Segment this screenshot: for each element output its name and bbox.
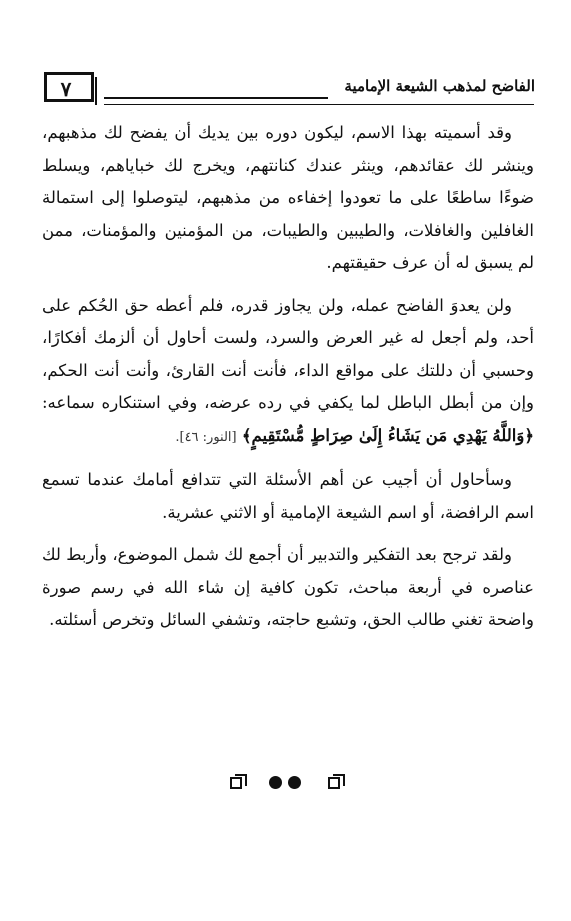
header-rule-upper bbox=[104, 97, 328, 99]
section-ornament bbox=[230, 776, 340, 789]
body-text bbox=[42, 117, 534, 647]
running-title: الفاضح لمذهب الشيعة الإمامية bbox=[344, 77, 535, 95]
header-rule-lower bbox=[104, 104, 534, 105]
quran-quote: ﴿وَاللَّهُ يَهْدِي مَن يَشَاءُ إِلَىٰ صِرَاطٍ مُّسْتَقِيمٍ﴾ bbox=[241, 425, 534, 445]
paragraph: وقد أسميته بهذا الاسم، ليكون دوره بين يديك أن يفضح لك مذهبهم، وينشر لك عقائدهم، وينثر عندك كنانتهم، ويخرج لك خباياهم، ويسلط ضوءًا ساطعًا على ما تعودوا إخفاءه من مذهبهم، ليتوصلوا إلى استمالة الغافلين والغافلات، والطيبين والطيبات، من المؤمنين والمؤمنات، ممن لم يسبق له أن عرف حقيقتهم. bbox=[42, 123, 534, 272]
paragraph-with-quote bbox=[42, 290, 534, 455]
page-box-edge bbox=[95, 77, 101, 105]
quran-reference: [النور: ٤٦]. bbox=[175, 429, 237, 445]
square-ornament-icon bbox=[230, 777, 242, 789]
dots-ornament bbox=[269, 776, 301, 789]
paragraph: وسأحاول أن أجيب عن أهم الأسئلة التي تتدافع أمامك عندما تسمع اسم الرافضة، أو اسم الشيعة الإمامية أو الاثني عشرية. bbox=[42, 470, 534, 522]
dot-icon bbox=[288, 776, 301, 789]
paragraph-text: ولن يعدوَ الفاضح عمله، ولن يجاوز قدره، فلم أعطه حق الحُكم على أحد، ولم أجعل له غير العرض والسرد، ولست أحاول أن ألزمك أفكارًا، وحسبي أن دللتك على مواقع الداء، فأنت أنت القارئ، وأنت أنت الحكم، وإن من أبطل الباطل لما يكفي في رده عرضه، وفي استنكاره سماعه: bbox=[42, 295, 534, 412]
page-number-box bbox=[44, 72, 94, 102]
paragraph: ولقد ترجح بعد التفكير والتدبير أن أجمع لك شمل الموضوع، وأربط لك عناصره في أربعة مباحث، تكون كافية إن شاء الله في رسم صورة واضحة تغني طالب الحق، وتشبع حاجته، وتشفي السائل وتخرص أسئلته. bbox=[42, 545, 534, 629]
page-header bbox=[0, 0, 571, 110]
square-ornament-icon bbox=[328, 777, 340, 789]
dot-icon bbox=[269, 776, 282, 789]
page-number: ٧ bbox=[60, 77, 72, 101]
